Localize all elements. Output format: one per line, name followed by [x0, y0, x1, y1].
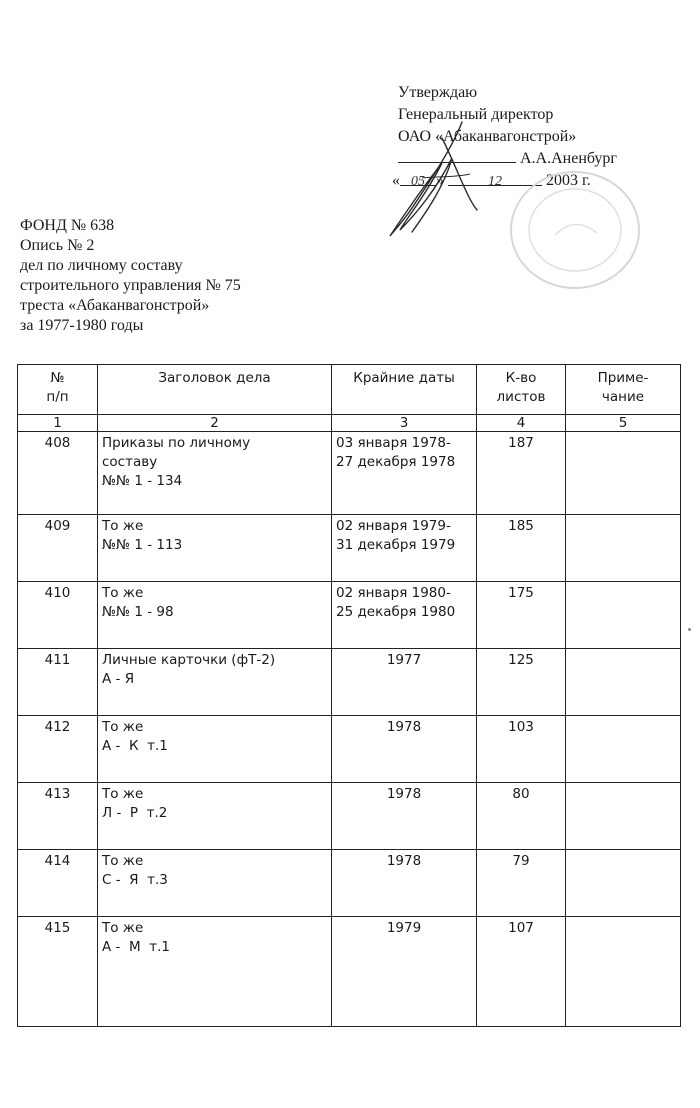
signature-scribble	[382, 118, 492, 240]
row-number: 411	[18, 649, 98, 716]
row-sheets: 125	[477, 649, 566, 716]
table-row	[18, 850, 681, 917]
table-row	[18, 515, 681, 582]
date-close-quote: »	[436, 172, 444, 189]
fond-number: ФОНД № 638	[20, 217, 115, 234]
row-sheets: 175	[477, 582, 566, 649]
date-month: 12	[448, 171, 542, 186]
row-sheets: 185	[477, 515, 566, 582]
row-note	[566, 716, 681, 783]
table-row	[18, 432, 681, 515]
col-header-dates: Крайние даты	[332, 365, 477, 415]
row-sheets: 103	[477, 716, 566, 783]
row-dates: 02 января 1980- 25 декабря 1980	[332, 582, 477, 649]
approval-title: Утверждаю	[398, 84, 478, 101]
header-line-5: треста «Абаканвагонстрой»	[20, 297, 210, 314]
row-dates: 1978	[332, 716, 477, 783]
row-title: То же Л - Р т.2	[98, 783, 332, 850]
table-row	[18, 783, 681, 850]
col-header-title: Заголовок дела	[98, 365, 332, 415]
row-number: 412	[18, 716, 98, 783]
round-seal	[505, 165, 645, 295]
date-year: 2003 г.	[546, 172, 591, 189]
row-dates: 1977	[332, 649, 477, 716]
row-title: То же №№ 1 - 113	[98, 515, 332, 582]
scan-speck	[688, 628, 691, 631]
header-line-4: строительного управления № 75	[20, 277, 241, 294]
row-dates: 1978	[332, 850, 477, 917]
row-title: То же С - Я т.3	[98, 850, 332, 917]
signer-name: А.А.Аненбург	[520, 150, 617, 167]
row-title: То же А - К т.1	[98, 716, 332, 783]
row-number: 413	[18, 783, 98, 850]
row-title: То же А - М т.1	[98, 917, 332, 1027]
row-note	[566, 582, 681, 649]
row-number: 415	[18, 917, 98, 1027]
table-row	[18, 649, 681, 716]
col-header-sheets: К-во листов	[477, 365, 566, 415]
row-note	[566, 850, 681, 917]
column-number: 3	[332, 415, 477, 432]
row-sheets: 107	[477, 917, 566, 1027]
fond-header	[20, 216, 241, 336]
date-open-quote: «	[392, 172, 400, 189]
header-line-3: дел по личному составу	[20, 257, 183, 274]
approval-organization: ОАО «Абаканвагонстрой»	[398, 128, 577, 145]
row-dates: 1979	[332, 917, 477, 1027]
row-note	[566, 432, 681, 515]
row-number: 410	[18, 582, 98, 649]
column-number: 5	[566, 415, 681, 432]
column-number-row	[18, 415, 681, 432]
table-header-row	[18, 365, 681, 415]
table-row	[18, 582, 681, 649]
header-line-6: за 1977-1980 годы	[20, 317, 144, 334]
row-sheets: 80	[477, 783, 566, 850]
approval-position: Генеральный директор	[398, 106, 554, 123]
opis-number: Опись № 2	[20, 237, 95, 254]
row-number: 409	[18, 515, 98, 582]
table-row	[18, 917, 681, 1027]
row-note	[566, 649, 681, 716]
row-sheets: 187	[477, 432, 566, 515]
inventory-table	[17, 364, 681, 1027]
column-number: 2	[98, 415, 332, 432]
row-title: Приказы по личному составу №№ 1 - 134	[98, 432, 332, 515]
row-dates: 1978	[332, 783, 477, 850]
row-sheets: 79	[477, 850, 566, 917]
column-number: 4	[477, 415, 566, 432]
row-number: 408	[18, 432, 98, 515]
row-note	[566, 783, 681, 850]
col-header-number: № п/п	[18, 365, 98, 415]
row-title: Личные карточки (фТ-2) А - Я	[98, 649, 332, 716]
row-title: То же №№ 1 - 98	[98, 582, 332, 649]
col-header-note: Приме- чание	[566, 365, 681, 415]
date-day: 05	[400, 171, 436, 186]
row-dates: 02 января 1979- 31 декабря 1979	[332, 515, 477, 582]
row-number: 414	[18, 850, 98, 917]
table-row	[18, 716, 681, 783]
row-note	[566, 515, 681, 582]
column-number: 1	[18, 415, 98, 432]
row-dates: 03 января 1978- 27 декабря 1978	[332, 432, 477, 515]
row-note	[566, 917, 681, 1027]
